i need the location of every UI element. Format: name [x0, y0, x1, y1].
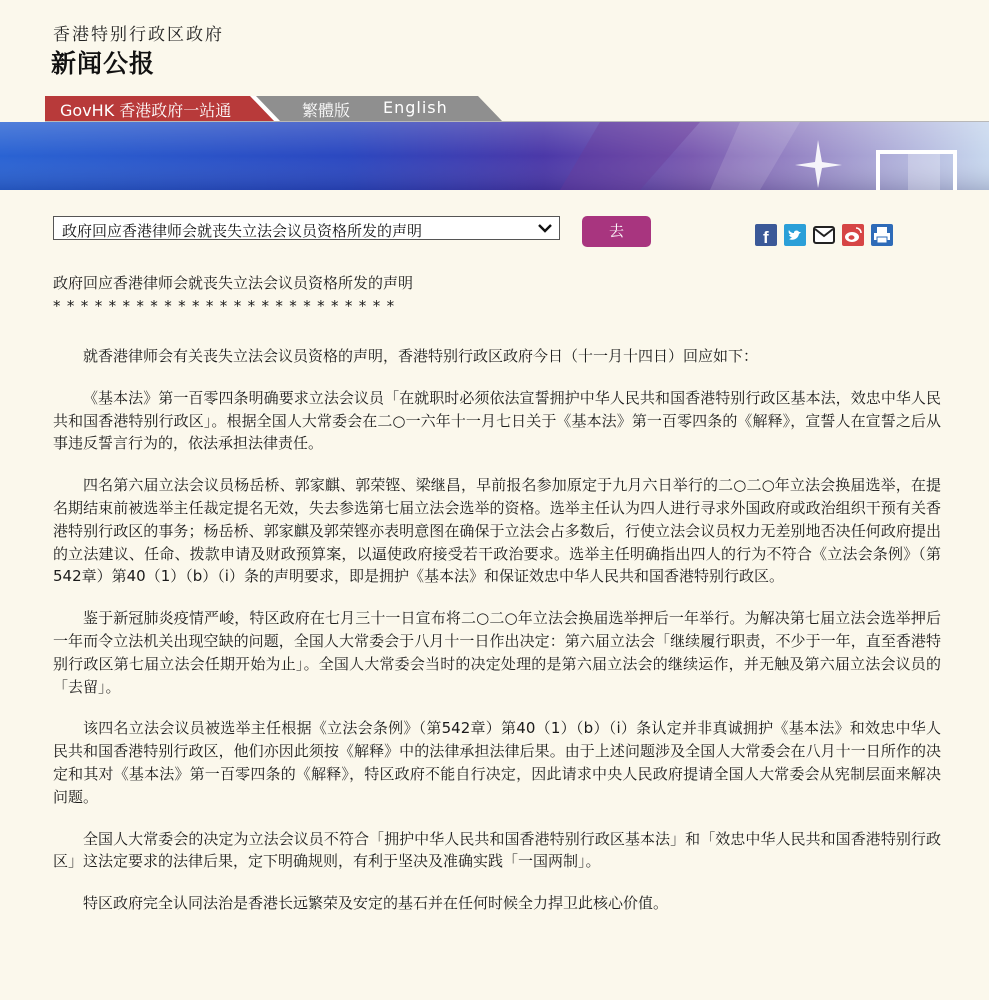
article-paragraph: 该四名立法会议员被选举主任根据《立法会条例》（第542章）第40（1）（b）（i）条认定并非真诚拥护《基本法》和效忠中华人民共和国香港特别行政区，他们亦因此须按《解释》中的法律承担法律后果。由于上述问题涉及全国人大常委会在八月十一日所作的决定和其对《基本法》第一百零四条的《解释》，特区政府不能自行决定，因此请求中央人民政府提请全国人大常委会从宪制层面来解决问题。	[53, 719, 941, 806]
article-paragraph: 《基本法》第一百零四条明确要求立法会议员「在就职时必须依法宣誓拥护中华人民共和国香港特别行政区基本法，效忠中华人民共和国香港特别行政区」。根据全国人大常委会在二○一六年十一月七日关于《基本法》第一百零四条的《解释》，宣誓人在宣誓之后从事违反誓言行为的，依法承担法律责任。	[53, 388, 941, 453]
traditional-chinese-link[interactable]: 繁體版	[302, 101, 351, 120]
facebook-icon[interactable]	[755, 224, 777, 246]
print-icon[interactable]	[871, 224, 893, 246]
headline-separator: *************************	[53, 297, 401, 315]
article-paragraph: 就香港律师会有关丧失立法会议员资格的声明，香港特别行政区政府今日（十一月十四日）回应如下：	[83, 347, 759, 365]
email-icon[interactable]	[813, 224, 835, 246]
english-link[interactable]: English	[383, 98, 448, 117]
article-body	[53, 272, 941, 915]
press-release-title: 新闻公报	[51, 49, 156, 78]
svg-text:f: f	[763, 228, 769, 246]
gov-name: 香港特别行政区政府	[53, 25, 224, 45]
article-paragraph: 全国人大常委会的决定为立法会议员不符合「拥护中华人民共和国香港特别行政区基本法」和「效忠中华人民共和国香港特别行政区」这法定要求的法律后果，定下明确规则，有利于坚决及准确实践「一国两制」。	[53, 829, 941, 871]
article-select-value: 政府回应香港律师会就丧失立法会议员资格所发的声明	[62, 222, 423, 240]
article-headline: 政府回应香港律师会就丧失立法会议员资格所发的声明	[53, 274, 414, 292]
article-paragraph: 四名第六届立法会议员杨岳桥、郭家麒、郭荣铿、梁继昌，早前报名参加原定于九月六日举行的二○二○年立法会换届选举，在提名期结束前被选举主任裁定提名无效，失去参选第七届立法会选举的资格。选举主任认为四人进行寻求外国政府或政治组织干预有关香港特别行政区的事务；杨岳桥、郭家麒及郭荣铿亦表明意图在确保于立法会占多数后，行使立法会议员权力无差别地否决任何政府提出的立法建议、任命、拨款申请及财政预算案，以逼使政府接受若干政治要求。选举主任明确指出四人的行为不符合《立法会条例》（第542章）第40（1）（b）（i）条的声明要求，即是拥护《基本法》和保证效忠中华人民共和国香港特别行政区。	[53, 476, 941, 586]
go-button[interactable]: 去	[582, 216, 651, 247]
article-select[interactable]	[53, 216, 560, 240]
article-paragraph: 鉴于新冠肺炎疫情严峻，特区政府在七月三十一日宣布将二○二○年立法会换届选举押后一年举行。为解决第七届立法会选举押后一年而令立法机关出现空缺的问题，全国人大常委会于八月十一日作出决定：第六届立法会「继续履行职责，不少于一年，直至香港特别行政区第七届立法会任期开始为止」。全国人大常委会当时的决定处理的是第六届立法会的继续运作，并无触及第六届立法会议员的「去留」。	[53, 609, 941, 696]
article-paragraph: 特区政府完全认同法治是香港长远繁荣及安定的基石并在任何时候全力捍卫此核心价值。	[83, 894, 669, 913]
govhk-link[interactable]: GovHK 香港政府一站通	[60, 101, 232, 120]
toolbar	[0, 210, 989, 250]
weibo-icon[interactable]	[842, 224, 864, 246]
chevron-down-icon	[537, 221, 553, 235]
header-banner	[0, 122, 989, 190]
language-nav	[0, 96, 989, 122]
page-header	[0, 0, 989, 96]
twitter-icon[interactable]	[784, 224, 806, 246]
